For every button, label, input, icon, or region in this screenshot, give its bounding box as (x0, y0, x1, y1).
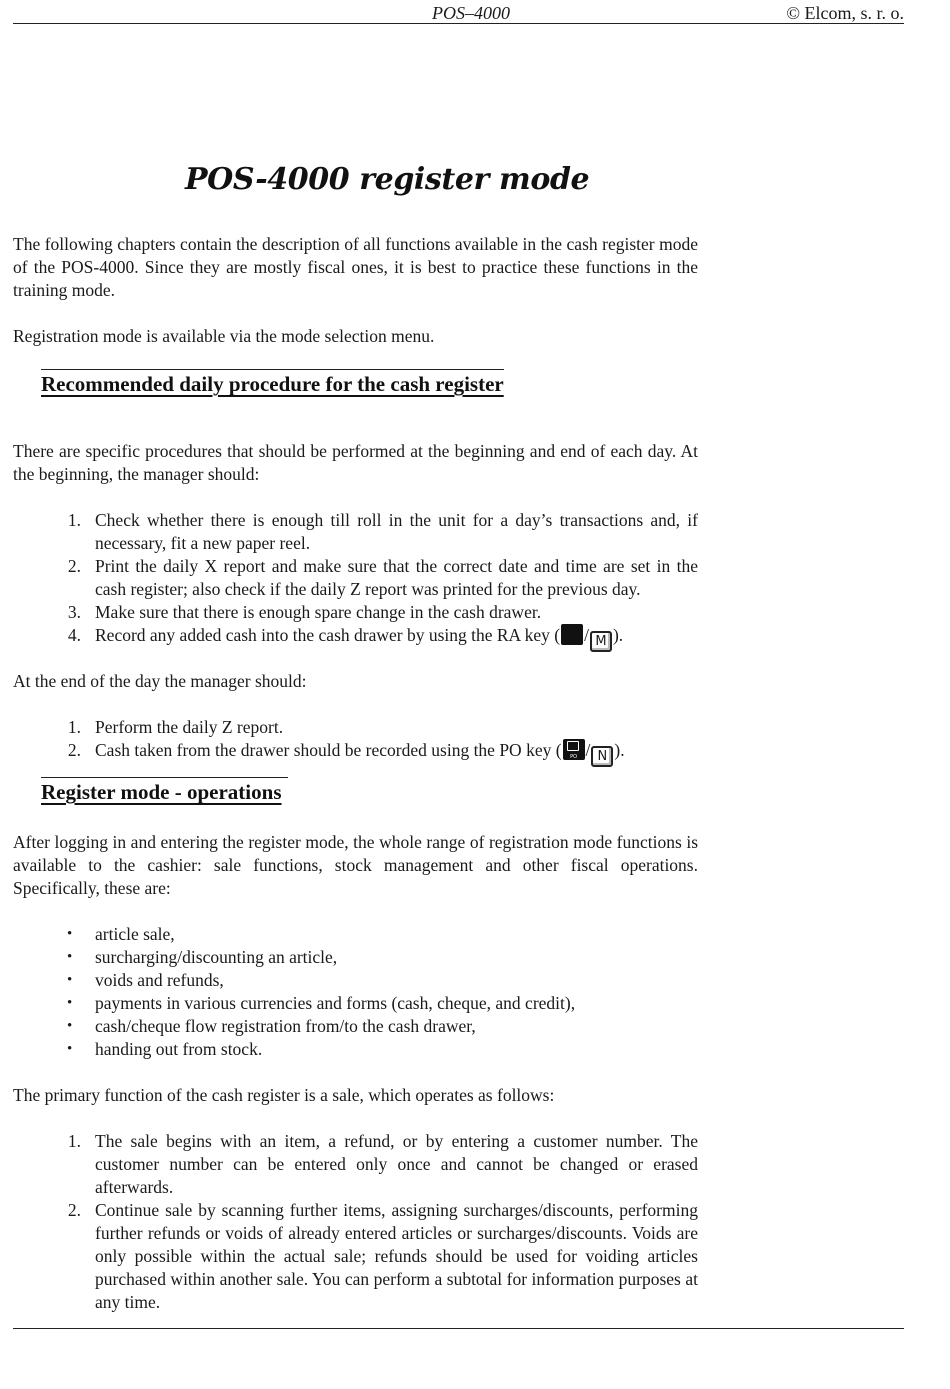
list-number: 4. (67, 625, 81, 645)
end-of-day-list (67, 716, 698, 767)
list-item-text: Print the daily X report and make sure that the correct date and time are set in the cash register; also check if the daily Z report was printed for the previous day. (95, 556, 698, 599)
po-key-icon (563, 739, 585, 760)
header-copyright: © Elcom, s. r. o. (786, 3, 904, 23)
bullet-icon: • (67, 972, 73, 988)
running-header (13, 2, 904, 24)
list-item (67, 1199, 698, 1314)
list-number: 1. (67, 717, 81, 737)
register-operations-intro: After logging in and entering the register mode, the whole range of registration mode functions is available to the cashier: sale functions, stock management and other fiscal operations. Specifically, these are: (13, 832, 698, 898)
list-item-text: article sale, (95, 924, 175, 944)
list-item (67, 624, 698, 652)
list-item (67, 509, 698, 555)
page-title: POS-4000 register mode (185, 162, 590, 197)
key-separator: / (585, 740, 591, 760)
register-operations-heading: Register mode - operations (41, 777, 288, 805)
bullet-icon: • (67, 926, 73, 942)
list-number: 1. (67, 510, 81, 530)
list-item-text: handing out from stock. (95, 1039, 263, 1059)
po-key-tag: PO (570, 754, 578, 760)
list-item (67, 1015, 698, 1038)
sale-intro-paragraph: The primary function of the cash register is a sale, which operates as follows: (13, 1085, 555, 1105)
drawer-glyph-icon (567, 741, 579, 751)
daily-procedure-intro: There are specific procedures that should be performed at the beginning and end of each day. At the beginning, the manager should: (13, 441, 698, 484)
list-item-text: cash/cheque flow registration from/to the cash drawer, (95, 1016, 476, 1036)
list-item-text: The sale begins with an item, a refund, or by entering a customer number. The customer number can be entered only once and cannot be changed or erased afterwards. (95, 1131, 698, 1197)
list-number: 2. (67, 1200, 81, 1220)
footer-rule (13, 1328, 904, 1329)
list-item (67, 716, 698, 739)
list-item-text: Make sure that there is enough spare change in the cash drawer. (95, 602, 542, 622)
header-product-name: POS–4000 (432, 3, 510, 23)
list-item-text: Cash taken from the drawer should be recorded using the PO key ( (95, 740, 562, 760)
list-number: 3. (67, 602, 81, 622)
list-number: 2. (67, 556, 81, 576)
list-item-text: Check whether there is enough till roll in the unit for a day’s transactions and, if necessary, fit a new paper reel. (95, 510, 698, 553)
list-item-text: Continue sale by scanning further items, assigning surcharges/discounts, performing further refunds or voids of already entered articles or surcharges/discounts. Voids are only possible within the actual sale; refunds should be used for voiding articles purchased within another sale. You can perform a subtotal for information purposes at any time. (95, 1200, 698, 1312)
bullet-icon: • (67, 1041, 73, 1057)
m-key-icon: M (590, 631, 612, 652)
bullet-icon: • (67, 1018, 73, 1034)
end-of-day-intro: At the end of the day the manager should: (13, 671, 307, 691)
list-item (67, 969, 698, 992)
list-item-text-end: ). (614, 740, 625, 760)
operations-bullet-list (67, 923, 698, 1061)
n-key-icon: N (591, 746, 613, 767)
list-item-text: payments in various currencies and forms (cash, cheque, and credit), (95, 993, 576, 1013)
bullet-icon: • (67, 949, 73, 965)
list-item (67, 1130, 698, 1199)
list-item-text: Record any added cash into the cash drawer by using the RA key ( (95, 625, 561, 645)
list-item (67, 946, 698, 969)
beginning-of-day-list (67, 509, 698, 652)
list-item (67, 992, 698, 1015)
list-item (67, 739, 698, 767)
ra-key-icon (561, 624, 583, 645)
list-number: 1. (67, 1131, 81, 1151)
list-item-text: voids and refunds, (95, 970, 224, 990)
list-item-text: Perform the daily Z report. (95, 717, 284, 737)
list-item (67, 555, 698, 601)
bullet-icon: • (67, 995, 73, 1011)
list-number: 2. (67, 740, 81, 760)
sale-steps-list (67, 1130, 698, 1314)
list-item (67, 923, 698, 946)
list-item (67, 601, 698, 624)
list-item (67, 1038, 698, 1061)
list-item-text: surcharging/discounting an article, (95, 947, 338, 967)
intro-paragraph: The following chapters contain the description of all functions available in the cash register mode of the POS-4000. Since they are mostly fiscal ones, it is best to practice these functions in the training mode. (13, 234, 698, 300)
mode-selection-paragraph: Registration mode is available via the mode selection menu. (13, 326, 435, 346)
key-separator: / (584, 625, 589, 645)
list-item-text-end: ). (612, 625, 624, 645)
daily-procedure-heading: Recommended daily procedure for the cash register (41, 369, 504, 397)
